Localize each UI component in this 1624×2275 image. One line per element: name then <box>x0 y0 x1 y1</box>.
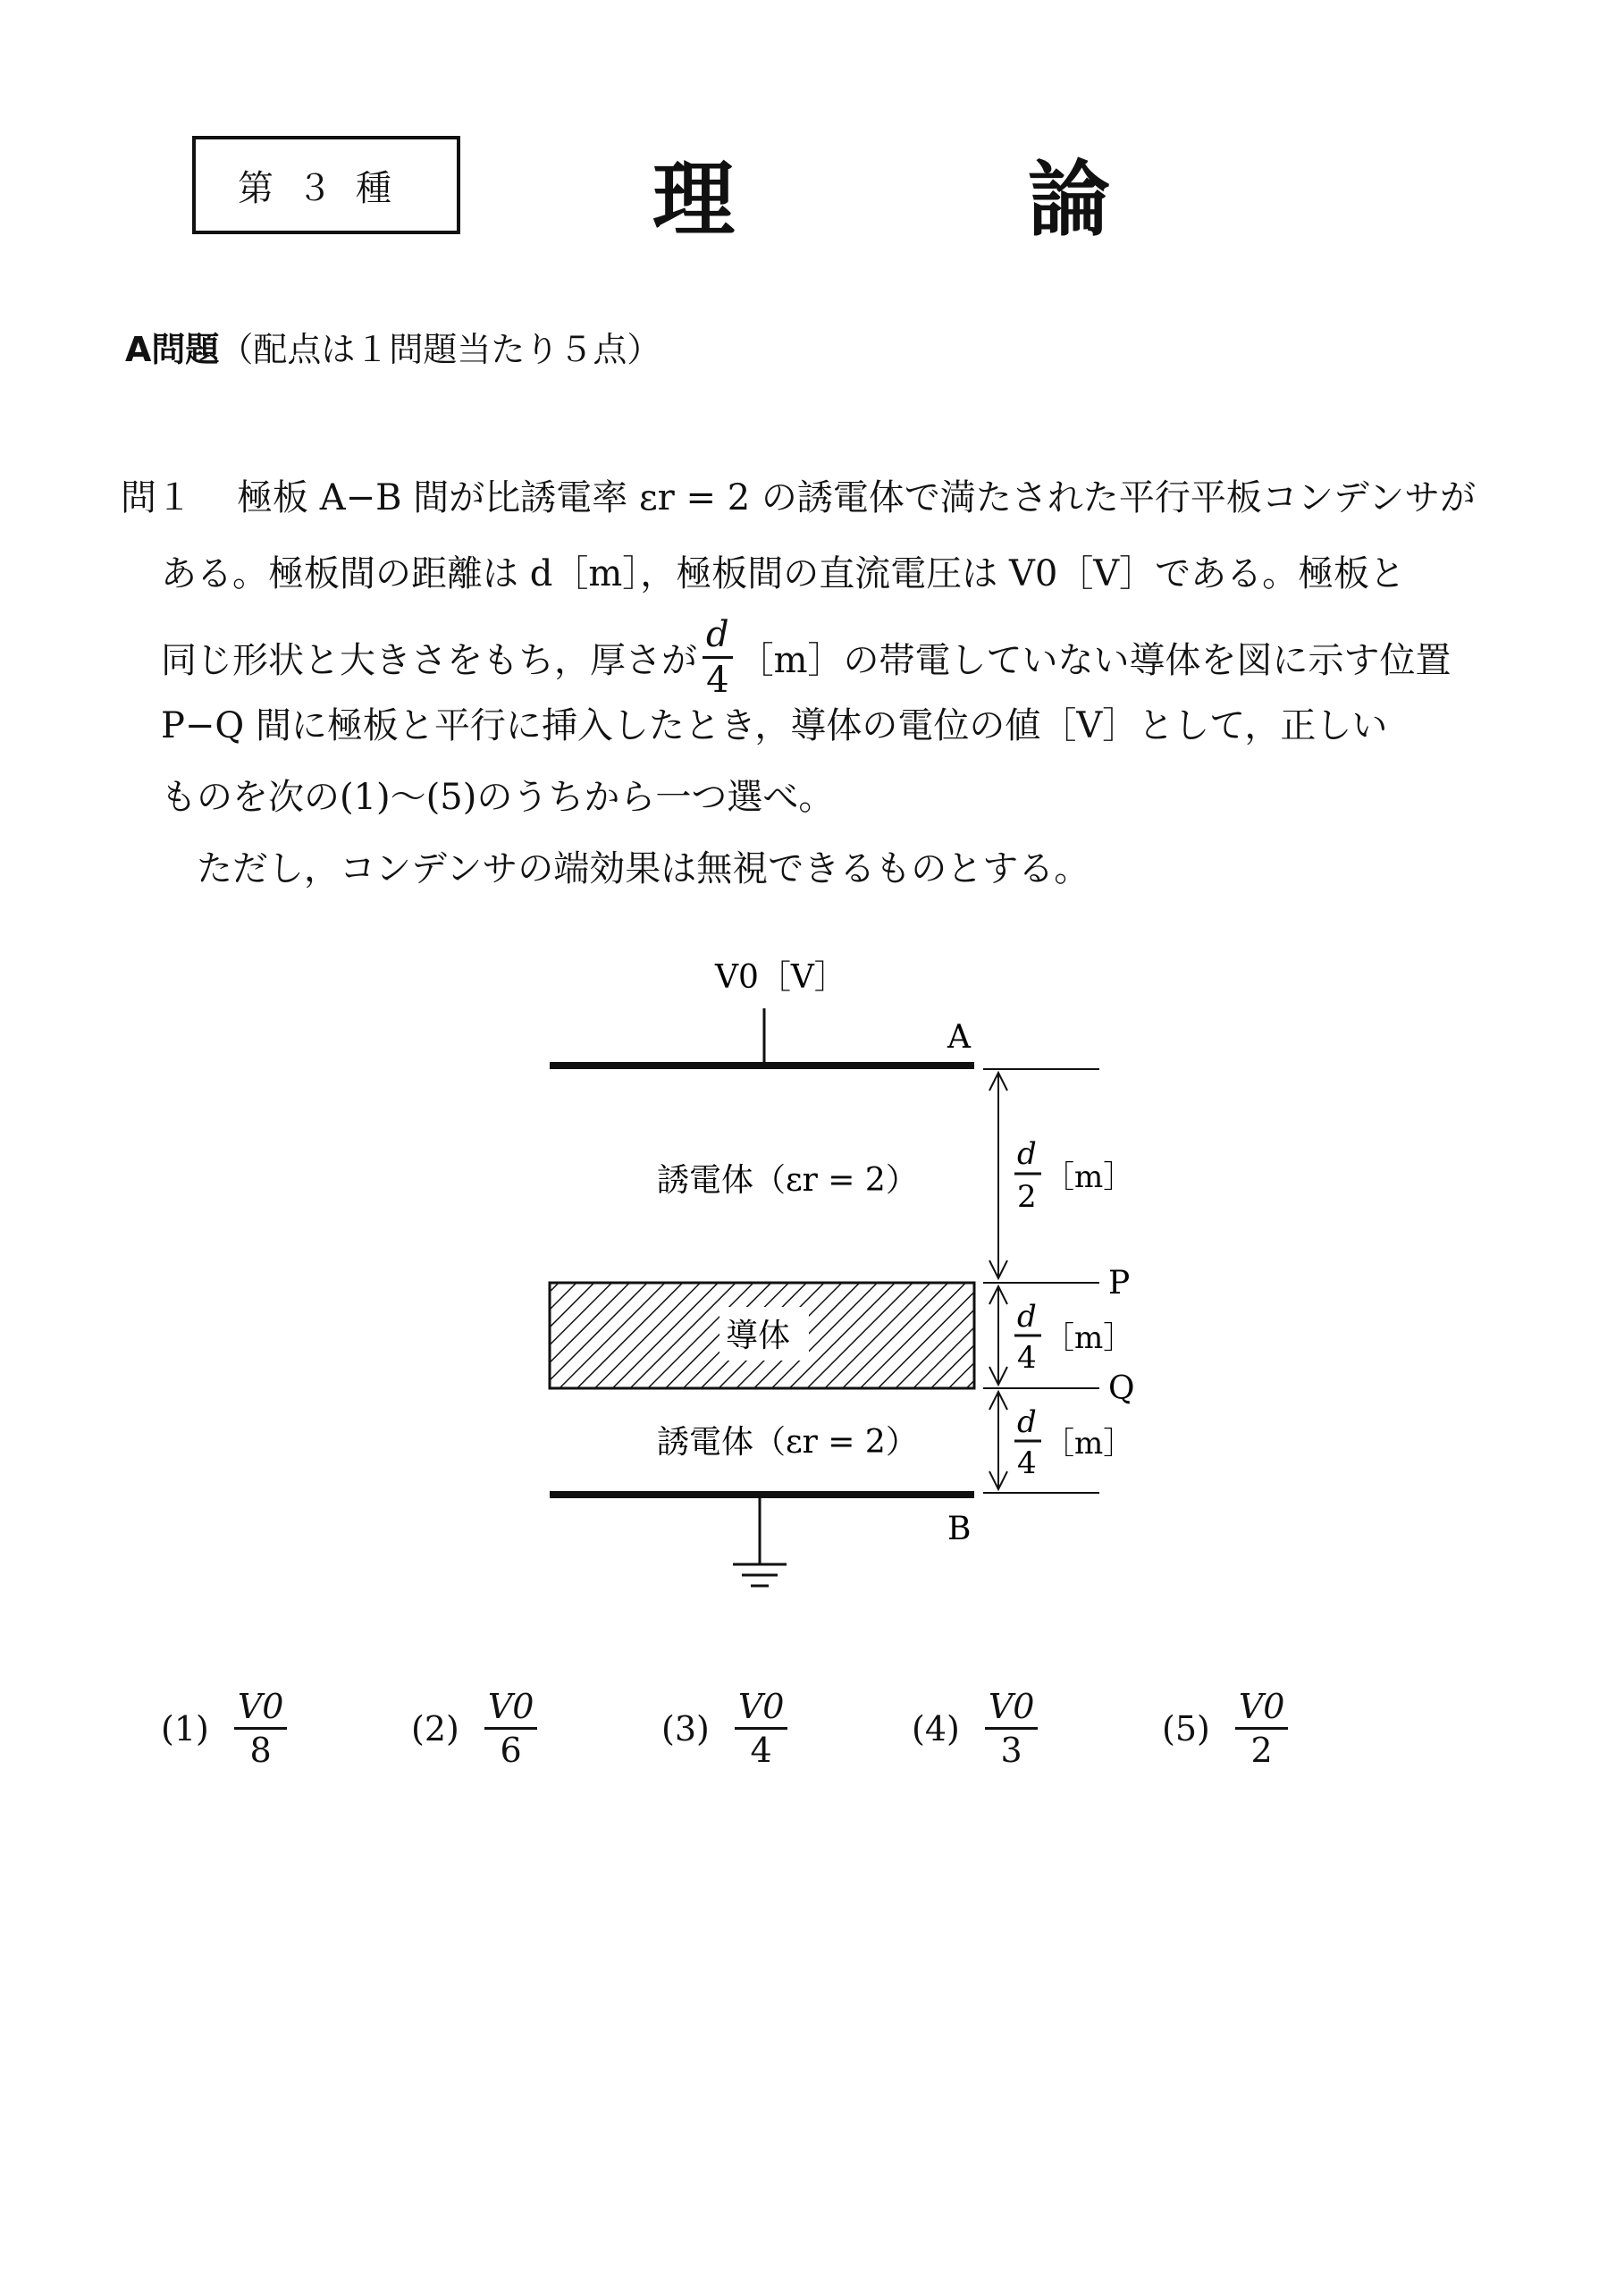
thickness-frac-den: 4 <box>706 660 729 701</box>
choice-5-label: (5) <box>1162 1708 1210 1748</box>
dim3-num: d <box>1017 1404 1037 1440</box>
choice-2-num: V0 <box>484 1689 538 1730</box>
choice-4-label: (4) <box>912 1708 960 1748</box>
choice-4-num: V0 <box>985 1689 1039 1730</box>
choice-1-label: (1) <box>161 1708 209 1748</box>
dim1-unit: ［m］ <box>1044 1159 1134 1195</box>
choice-3-label: (3) <box>661 1708 710 1748</box>
question-line-5: ものを次の(1)〜(5)のうちから一つ選べ。 <box>161 777 835 818</box>
choice-2[interactable] <box>411 1687 543 1770</box>
grade-label: 第３種 <box>238 167 415 209</box>
choice-5-den: 2 <box>1250 1731 1273 1770</box>
question-line-3a: 同じ形状と大きさをもち，厚さが <box>161 640 697 681</box>
question-line-1: 極板 A−B 間が比誘電率 εr = 2 の誘電体で満たされた平行平板コンデンサが <box>237 477 1477 518</box>
subject-char-ron: 論 <box>1028 151 1111 248</box>
thickness-frac-num: d <box>703 617 733 659</box>
choice-5-num: V0 <box>1235 1689 1289 1730</box>
dim3-unit: ［m］ <box>1044 1426 1134 1462</box>
choice-4[interactable] <box>912 1687 1043 1770</box>
question-line-3b: ［m］の帯電していない導体を図に示す位置 <box>737 640 1452 681</box>
dim1-den: 2 <box>1017 1179 1037 1215</box>
question-line-4: P−Q 間に極板と平行に挿入したとき，導体の電位の値［V］として，正しい <box>161 705 1388 746</box>
question-number: 問１ <box>121 477 192 518</box>
choice-3[interactable] <box>661 1687 793 1770</box>
voltage-label: V0［V］ <box>715 959 846 996</box>
question-line-2: ある。極板間の距離は d［m］，極板間の直流電圧は V0［V］である。極板と <box>161 553 1406 594</box>
question-line-6: ただし，コンデンサの端効果は無視できるものとする。 <box>197 848 1090 889</box>
dielectric-lower-label: 誘電体（εr = 2） <box>657 1424 918 1461</box>
point-p-label: P <box>1108 1265 1131 1302</box>
choice-3-num: V0 <box>735 1689 788 1730</box>
dim2-num: d <box>1017 1299 1037 1335</box>
dim1-num: d <box>1017 1136 1037 1172</box>
choice-3-den: 4 <box>750 1731 772 1770</box>
choice-1-num: V0 <box>234 1689 288 1730</box>
dielectric-upper-label: 誘電体（εr = 2） <box>657 1162 918 1199</box>
choice-1-den: 8 <box>249 1731 272 1770</box>
conductor-label: 導体 <box>726 1318 791 1354</box>
choice-5[interactable] <box>1162 1687 1293 1770</box>
dim3-den: 4 <box>1017 1445 1037 1481</box>
section-note: （配点は１問題当たり５点） <box>219 330 661 369</box>
section-title: A問題 <box>125 330 220 369</box>
plate-b-label: B <box>947 1511 972 1547</box>
dim2-den: 4 <box>1017 1340 1037 1376</box>
choice-1[interactable] <box>161 1687 292 1770</box>
subject-char-ri: 理 <box>652 151 736 248</box>
choice-2-label: (2) <box>411 1708 459 1748</box>
point-q-label: Q <box>1108 1370 1135 1407</box>
choice-2-den: 6 <box>500 1731 522 1770</box>
dim2-unit: ［m］ <box>1044 1320 1134 1356</box>
choice-4-den: 3 <box>1000 1731 1022 1770</box>
plate-a-label: A <box>947 1019 971 1056</box>
